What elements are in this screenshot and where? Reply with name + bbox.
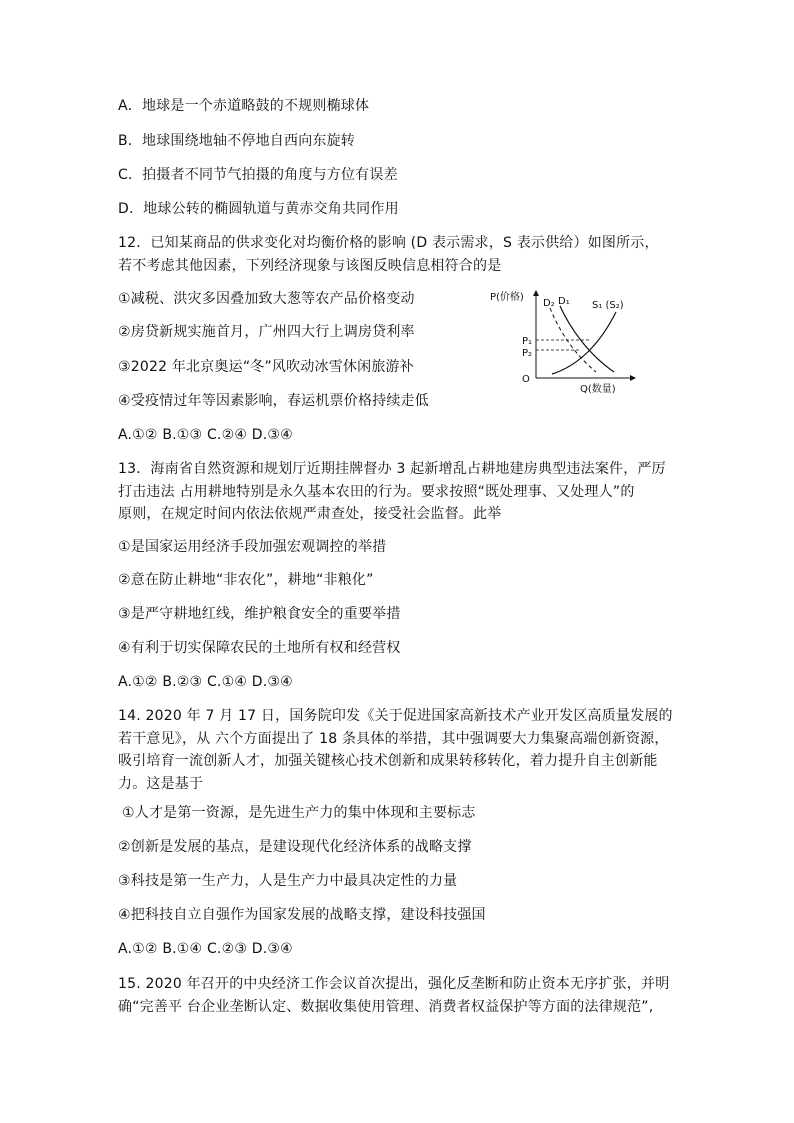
q13-item-1: ①是国家运用经济手段加强宏观调控的举措: [118, 539, 387, 555]
q14-item-2: ②创新是发展的基点，是建设现代化经济体系的战略支撑: [118, 839, 472, 855]
p2-label: P₂: [522, 348, 533, 359]
q13-item-3: ③是严守耕地红线，维护粮食安全的重要举措: [118, 606, 401, 622]
q14-stem-line-3: 吸引培育一流创新人才，加强关键核心技术创新和成果转移转化，着力提升自主创新能: [118, 753, 658, 769]
y-axis-label: P(价格): [490, 292, 524, 303]
option-c: C．拍摄者不同节气拍摄的角度与方位有误差: [118, 167, 398, 183]
option-b: B．地球围绕地轴不停地自西向东旋转: [118, 133, 356, 149]
y-axis-arrow: [533, 290, 539, 296]
option-d: D．地球公转的椭圆轨道与黄赤交角共同作用: [118, 201, 399, 217]
q14-answer-choices: A.①② B.①④ C.②③ D.③④: [118, 941, 293, 957]
q12-answer-choices: A.①② B.①③ C.②④ D.③④: [118, 427, 293, 443]
q14-stem-line-4: 力。这是基于: [118, 776, 204, 792]
q13-stem-line-1: 13．海南省自然资源和规划厅近期挂牌督办 3 起新增乱占耕地建房典型违法案件，严厉: [118, 461, 666, 477]
q12-stem-line-1: 12．已知某商品的供求变化对均衡价格的影响 (D 表示需求，S 表示供给）如图所示，: [118, 235, 659, 251]
q13-item-4: ④有利于切实保障农民的土地所有权和经营权: [118, 640, 401, 656]
q14-item-1: ①人才是第一资源，是先进生产力的集中体现和主要标志: [122, 805, 476, 821]
q12-item-1: ①减税、洪灾多因叠加致大葱等农产品价格变动: [118, 291, 415, 307]
origin-label: O: [522, 374, 530, 385]
q15-stem-line-2: 确“完善平 台企业垄断认定、数据收集使用管理、消费者权益保护等方面的法律规范”,: [118, 999, 654, 1015]
q13-stem-line-3: 原则，在规定时间内依法依规严肃查处，接受社会监督。此举: [118, 506, 502, 522]
q14-item-3: ③科技是第一生产力，人是生产力中最具决定性的力量: [118, 873, 458, 889]
q12-item-4: ④受疫情过年等因素影响，春运机票价格持续走低: [118, 393, 429, 409]
x-axis-arrow: [630, 375, 636, 381]
option-a: A．地球是一个赤道略鼓的不规则椭球体: [118, 98, 370, 114]
q12-stem-line-2: 若不考虑其他因素，下列经济现象与该图反映信息相符合的是: [118, 258, 502, 274]
supply-curve: [552, 312, 616, 374]
q14-stem-line-1: 14. 2020 年 7 月 17 日，国务院印发《关于促进国家高新技术产业开发区高质量发展的: [118, 708, 673, 724]
q15-stem-line-1: 15. 2020 年召开的中央经济工作会议首次提出，强化反垄断和防止资本无序扩张，并明: [118, 976, 670, 992]
d2-label: D₂: [543, 298, 555, 309]
q13-item-2: ②意在防止耕地“非农化”，耕地“非粮化”: [118, 572, 374, 588]
d1-label: D₁: [558, 296, 570, 307]
q14-item-4: ④把科技自立自强作为国家发展的战略支撑，建设科技强国: [118, 907, 486, 923]
x-axis-label: Q(数量): [580, 384, 616, 395]
q14-stem-line-2: 若干意见》，从 六个方面提出了 18 条具体的举措，其中强调要大力集聚高端创新资源，: [118, 731, 669, 747]
p1-label: P₁: [522, 336, 533, 347]
q12-item-3: ③2022 年北京奥运“冬”风吹动冰雪休闲旅游补: [118, 359, 414, 375]
demand-curve-d1: [560, 306, 614, 372]
q13-stem-line-2: 打击违法 占用耕地特别是永久基本农田的行为。要求按照“既处理事、又处理人”的: [118, 484, 635, 500]
supply-demand-diagram: [488, 288, 648, 398]
q12-item-2: ②房贷新规实施首月，广州四大行上调房贷利率: [118, 324, 415, 340]
q13-answer-choices: A.①② B.②③ C.①④ D.③④: [118, 674, 293, 690]
supply-label: S₁ (S₂): [592, 300, 624, 311]
